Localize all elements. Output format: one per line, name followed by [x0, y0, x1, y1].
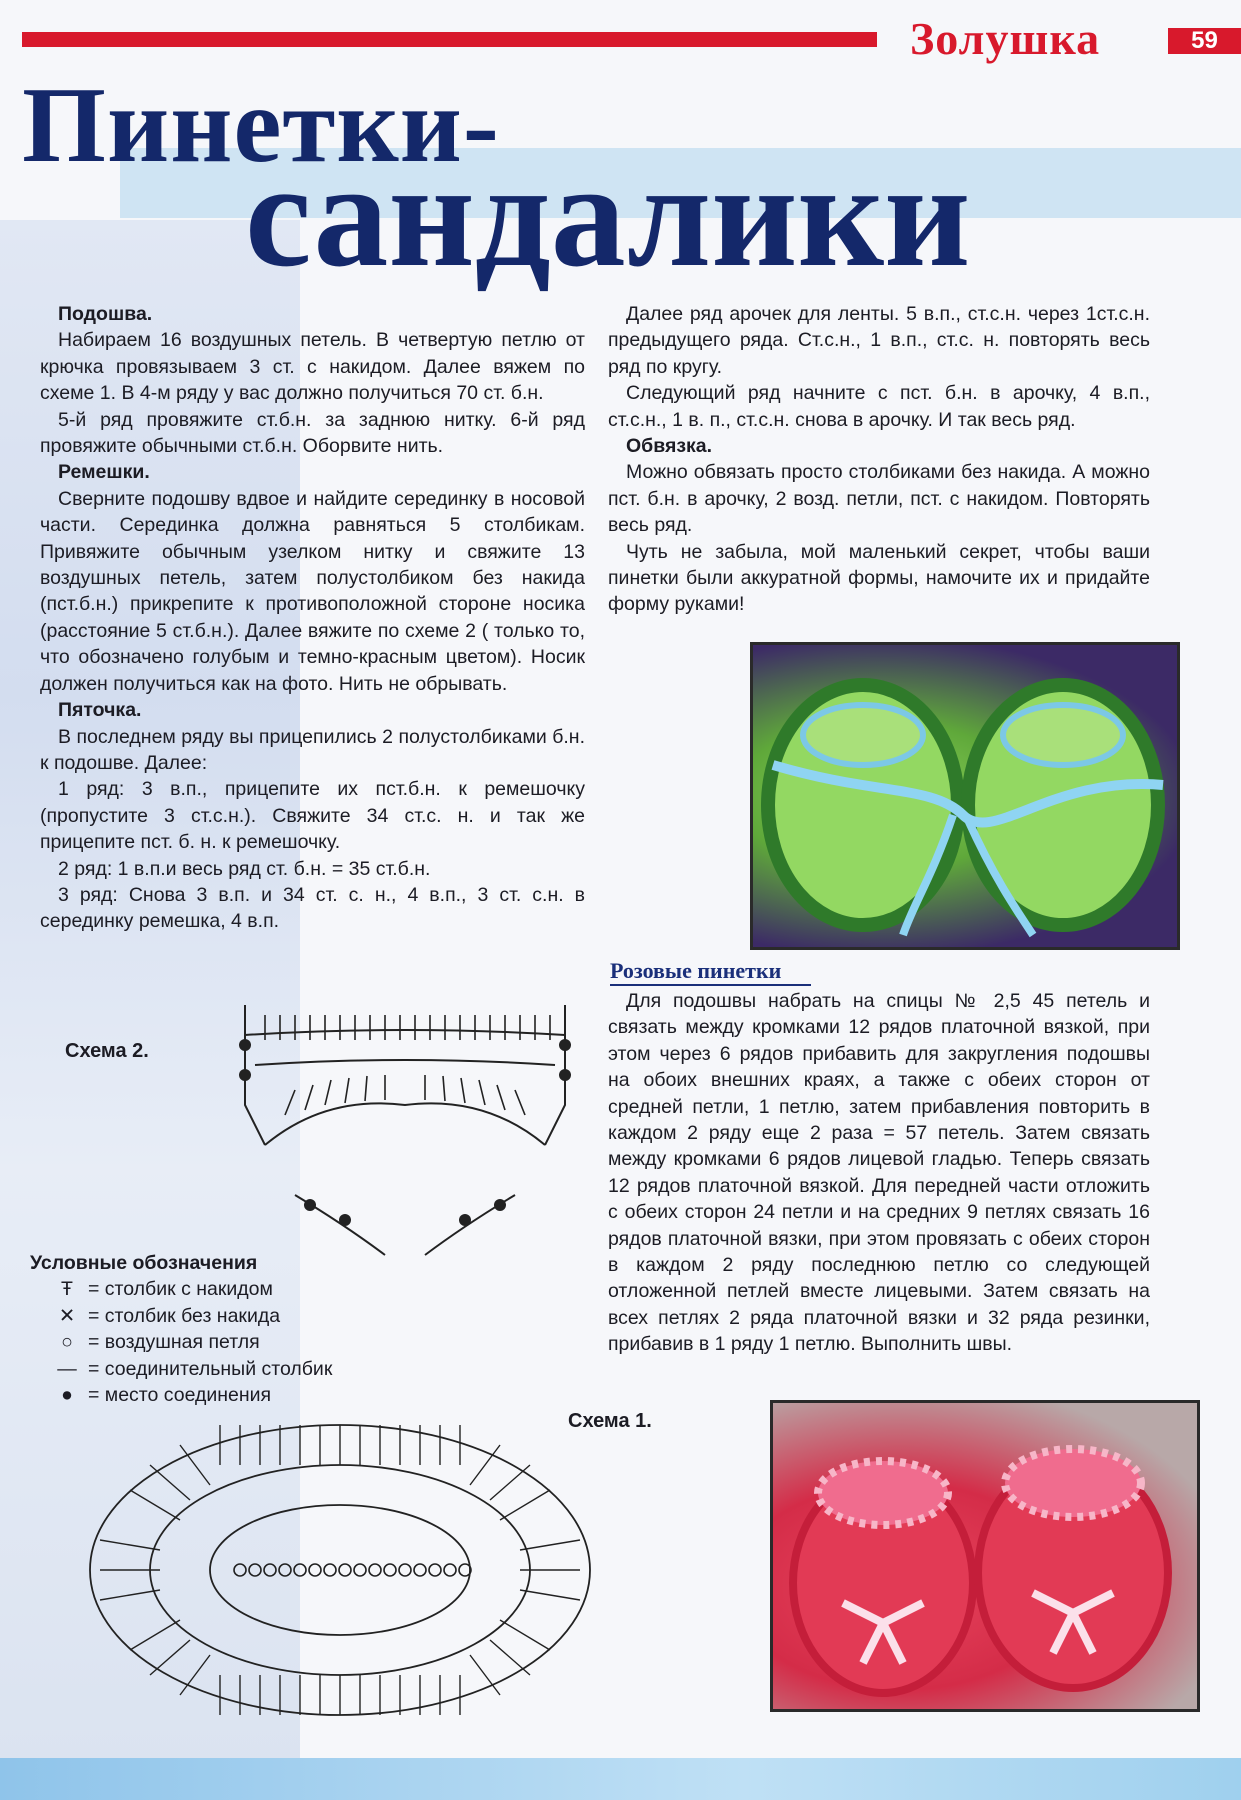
scheme2-diagram [225, 995, 585, 1265]
green-booties-photo [750, 642, 1180, 950]
paragraph: 3 ряд: Снова 3 в.п. и 34 ст. с. н., 4 в.п., 3 ст. с.н. в серединку ремешка, 4 в.п. [40, 883, 585, 933]
page-number: 59 [1168, 28, 1241, 54]
legend [30, 1250, 390, 1408]
legend-item: ○ = воздушная петля [30, 1329, 390, 1355]
paragraph: Сверните подошву вдвое и найдите серединку в носовой части. Серединка должна равняться 5 столбикам. Привяжите обычным узелком нитку и свяжите 13 воздушных петель, затем полустолбиком без накида (пст.б.н.) прикрепите к противоположной стороне носика (расстояние 5 ст.б.н.). Далее вяжите по схеме 2 ( только то, что обозначено голубым и темно-красным цветом). Носик должен получиться как на фото. Нить не обрывать. [40, 487, 585, 695]
paragraph: 5-й ряд провяжите ст.б.н. за заднюю нитку. 6-й ряд провяжите обычными ст.б.н. Оборвите нить. [40, 408, 585, 458]
left-text-column [40, 301, 585, 935]
magazine-brand: Золушка [910, 13, 1101, 64]
pink-booties-text: Для подошвы набрать на спицы № 2,5 45 петель и связать между кромками 12 рядов платочной вязкой, при этом через 6 рядов прибавить для закругления подошвы на обоих внешних краях, а также с обеих сторон от средней петли, 1 петлю, затем прибавления повторить в каждом 2 ряду еще 2 раза = 57 петель. Затем связать между кромками 6 рядов лицевой гладью. Теперь связать 12 рядов платочной вязкой. Для передней части отложить с обеих сторон 24 петли и на средних 9 петлях связать 16 рядов платочной вязки, при этом провязать с обеих сторон в каждом 2 ряду последнюю петлю со следующей отложенной петлей вместе лицевыми. Затем связать на всех петлях 2 ряда платочной вязки и 32 ряда резинки, прибавив в 1 ряду 1 петлю. Выполнить швы. [608, 990, 1150, 1356]
join-point-symbol-icon: ● [61, 1384, 73, 1407]
header-red-bar [22, 32, 877, 47]
legend-title: Условные обозначения [30, 1252, 258, 1274]
scheme1-label: Схема 1. [568, 1410, 652, 1432]
chain-stitch-symbol-icon: ○ [61, 1331, 73, 1354]
right-text-column [608, 301, 1150, 618]
section-heading: Подошва. [58, 303, 153, 325]
footer-band [0, 1758, 1241, 1800]
section-heading: Обвязка. [626, 435, 713, 458]
double-crochet-symbol-icon: Ŧ [61, 1278, 73, 1301]
slip-stitch-symbol-icon: — [57, 1357, 77, 1380]
legend-item: ● = место соединения [30, 1382, 390, 1408]
pink-booties-title: Розовые пинетки [610, 958, 811, 986]
scheme2-label: Схема 2. [65, 1040, 149, 1062]
pink-booties-illustration [773, 1403, 1197, 1709]
scheme1-diagram [70, 1410, 610, 1730]
single-crochet-symbol-icon: ✕ [58, 1304, 76, 1327]
green-booties-illustration [753, 645, 1177, 947]
legend-item: ✕ = столбик без накида [30, 1303, 390, 1329]
page-title-line1: Пинетки- [22, 66, 500, 185]
section-heading: Ремешки. [58, 461, 150, 484]
legend-item: Ŧ = столбик с накидом [30, 1276, 390, 1302]
paragraph: Следующий ряд начните с пст. б.н. в арочку, 4 в.п., ст.с.н., 1 в. п., ст.с.н. снова в арочку. И так весь ряд. [608, 382, 1150, 431]
paragraph: В последнем ряду вы прицепились 2 полустолбиками б.н. к подошве. Далее: [40, 725, 585, 774]
paragraph: 2 ряд: 1 в.п.и весь ряд ст. б.н. = 35 ст.б.н. [58, 857, 431, 880]
pink-booties-photo [770, 1400, 1200, 1712]
paragraph: 1 ряд: 3 в.п., прицепите их пст.б.н. к ремешочку (пропустите 3 ст.с.н.). Свяжите 34 ст.с. н. и так же прицепите пст. б. н. к ремешочку. [40, 778, 585, 854]
section-heading: Пяточка. [58, 699, 142, 722]
legend-item: — = соединительный столбик [30, 1356, 390, 1382]
page-title-line2: сандалики [245, 132, 971, 298]
paragraph: Набираем 16 воздушных петель. В четвертую петлю от крючка провязываем 3 ст. с накидом. Далее вяжем по схеме 1. В 4-м ряду у вас должно получиться 70 ст. б.н. [40, 329, 585, 405]
paragraph: Далее ряд арочек для ленты. 5 в.п., ст.с.н. через 1ст.с.н. предыдущего ряда. Ст.с.н., 1 в.п., ст.с. н. повторять весь ряд по кругу. [608, 303, 1150, 378]
paragraph: Чуть не забыла, мой маленький секрет, чтобы ваши пинетки были аккуратной формы, намочите их и придайте форму руками! [608, 540, 1150, 616]
paragraph: Можно обвязать просто столбиками без накида. А можно пст. б.н. в арочку, 2 возд. петли, пст. с накидом. Повторять весь ряд. [608, 461, 1150, 537]
